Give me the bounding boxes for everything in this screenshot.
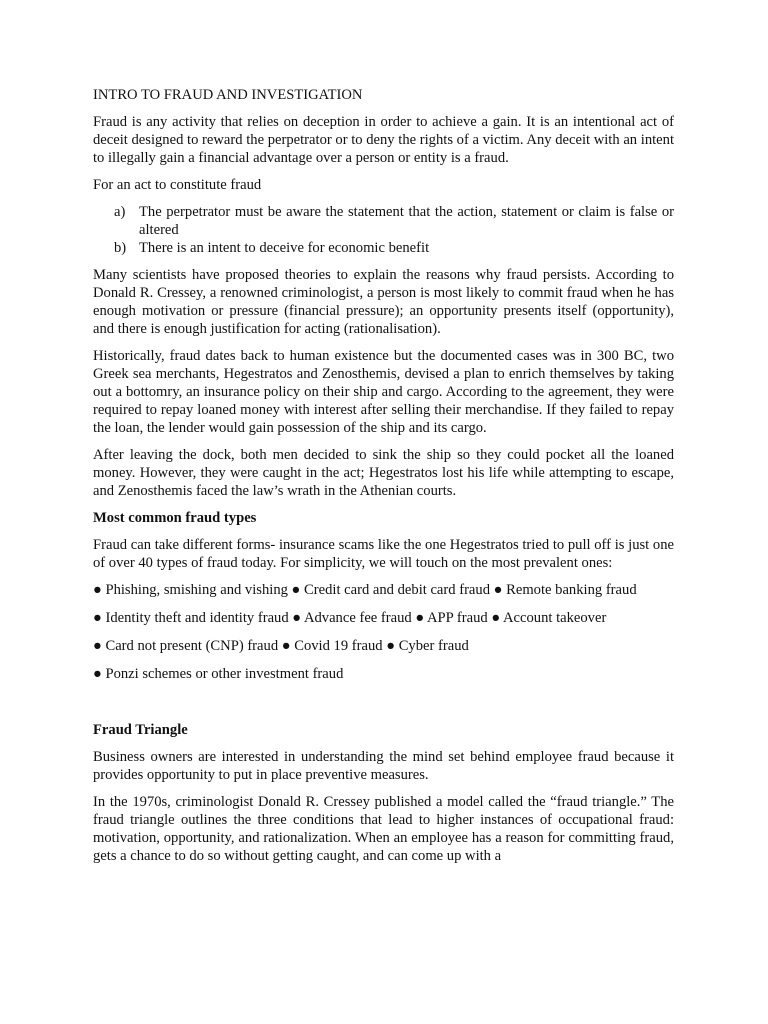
fraud-triangle-paragraph: Business owners are interested in understanding the mind set behind employee fraud because it provides opportunity to put in place preventive measures. — [93, 749, 674, 783]
list-marker: b) — [114, 240, 127, 256]
fraud-triangle-paragraph-2: In the 1970s, criminologist Donald R. Cressey published a model called the “fraud triangle.” The fraud triangle outlines the three conditions that lead to higher instances of occupational fraud: motivation, opportunity, and rationalization. When an employee has a reason for committing fraud, gets a chance to do so without getting caught, and can come up with a — [93, 794, 674, 864]
fraud-types-heading: Most common fraud types — [93, 510, 257, 526]
fraud-triangle-heading: Fraud Triangle — [93, 722, 188, 738]
fraud-types-line: ● Phishing, smishing and vishing ● Credit card and debit card fraud ● Remote banking fraud — [93, 582, 637, 598]
document-title: INTRO TO FRAUD AND INVESTIGATION — [93, 87, 363, 103]
list-marker: a) — [114, 204, 126, 220]
intro-paragraph: Fraud is any activity that relies on deception in order to achieve a gain. It is an intentional act of deceit designed to reward the perpetrator or to deny the rights of a victim. Any deceit with an intent to illegally gain a financial advantage over a person or entity is a fraud. — [93, 114, 674, 166]
list-item-text: The perpetrator must be aware the statement that the action, statement or claim is false or altered — [139, 204, 674, 238]
constitute-lead: For an act to constitute fraud — [93, 177, 262, 193]
fraud-types-line: ● Identity theft and identity fraud ● Advance fee fraud ● APP fraud ● Account takeover — [93, 610, 607, 626]
section-spacer — [93, 693, 674, 721]
list-item — [93, 203, 674, 239]
list-item-text: There is an intent to deceive for economic benefit — [139, 240, 430, 256]
list-item — [93, 239, 674, 257]
fraud-types-intro: Fraud can take different forms- insurance scams like the one Hegestratos tried to pull off is just one of over 40 types of fraud today. For simplicity, we will touch on the most prevalent ones: — [93, 537, 674, 571]
conditions-list — [93, 203, 674, 257]
history-paragraph: Historically, fraud dates back to human existence but the documented cases was in 300 BC, two Greek sea merchants, Hegestratos and Zenosthemis, devised a plan to enrich themselves by taking out a bottomry, an insurance policy on their ship and cargo. According to the agreement, they were required to repay loaned money with interest after selling their merchandise. If they failed to repay the loan, the lender would gain possession of the ship and its cargo. — [93, 348, 674, 436]
history-continuation-paragraph: After leaving the dock, both men decided to sink the ship so they could pocket all the loaned money. However, they were caught in the act; Hegestratos lost his life while attempting to escape, and Zenosthemis faced the law’s wrath in the Athenian courts. — [93, 447, 674, 499]
fraud-types-line: ● Ponzi schemes or other investment fraud — [93, 666, 344, 682]
fraud-types-line: ● Card not present (CNP) fraud ● Covid 19 fraud ● Cyber fraud — [93, 638, 469, 654]
theory-paragraph: Many scientists have proposed theories to explain the reasons why fraud persists. According to Donald R. Cressey, a renowned criminologist, a person is most likely to commit fraud when he has enough motivation or pressure (financial pressure); an opportunity presents itself (opportunity), and there is enough justification for acting (rationalisation). — [93, 267, 674, 337]
